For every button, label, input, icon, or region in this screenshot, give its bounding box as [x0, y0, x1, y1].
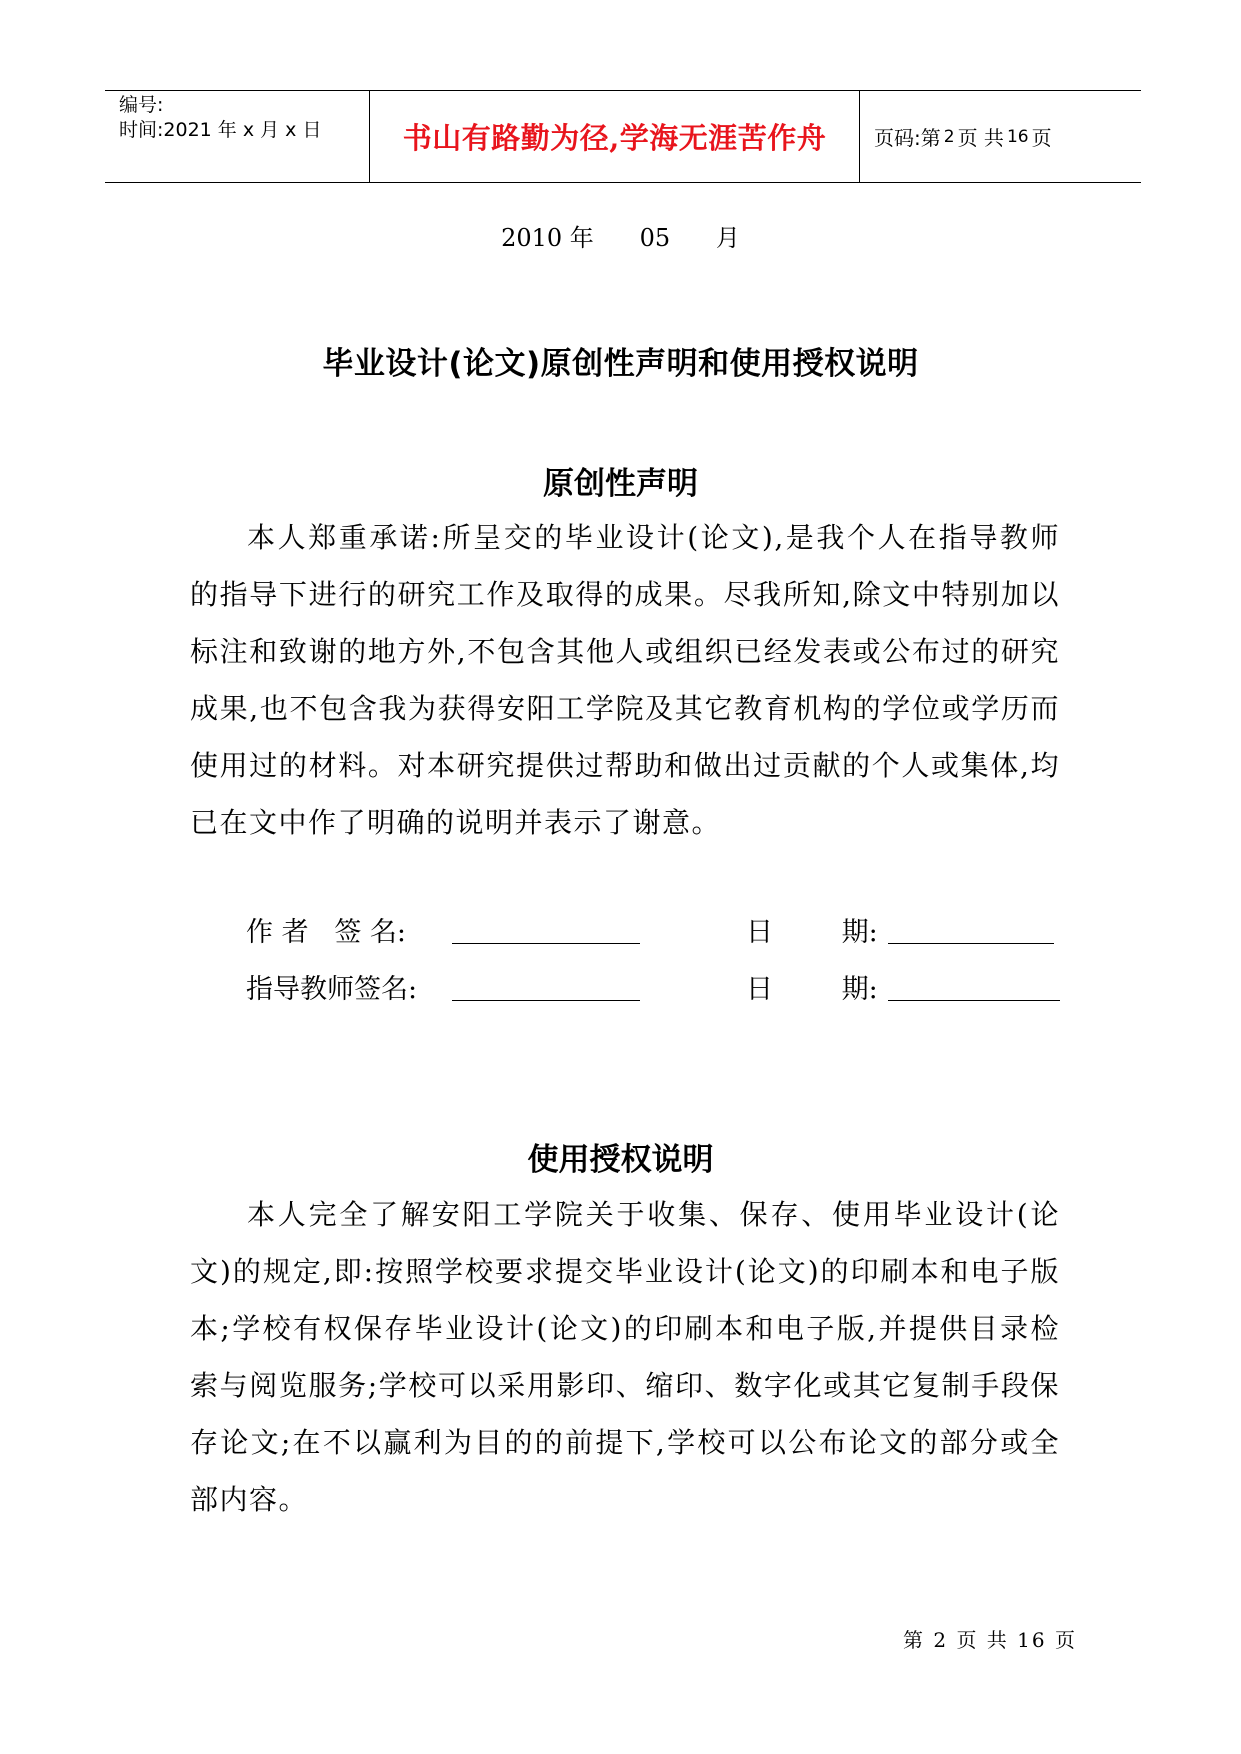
page-title: 毕业设计(论文)原创性声明和使用授权说明 [322, 346, 919, 382]
teacher-date-field[interactable] [888, 1000, 1060, 1001]
date-line: 2010 年 05 月 [501, 224, 740, 252]
teacher-signature-label: 指导教师签名: [246, 974, 418, 1005]
author-signature-row [246, 910, 1066, 950]
header-meta [105, 91, 370, 182]
author-signature-label: 作 者 签 名: [246, 917, 407, 948]
teacher-date-label: 日 期: [746, 974, 878, 1005]
teacher-signature-row [246, 967, 1066, 1007]
page-prefix: 页码:第 [874, 126, 941, 150]
author-signature-field[interactable] [452, 943, 640, 944]
header-page-info [860, 91, 1141, 182]
page-mid: 页 共 [957, 126, 1004, 150]
originality-title: 原创性声明 [543, 466, 698, 502]
page-total: 16 [1006, 126, 1029, 147]
document-time: 时间:2021 年 x 月 x 日 [119, 119, 322, 141]
page-current: 2 [943, 126, 955, 147]
page-footer: 第 2 页 共 16 页 [903, 1628, 1077, 1652]
document-number-label: 编号: [119, 94, 164, 116]
page-header [105, 90, 1141, 183]
author-date-field[interactable] [888, 943, 1054, 944]
authorization-title: 使用授权说明 [527, 1142, 714, 1178]
page-suffix: 页 [1031, 126, 1052, 150]
originality-body: 本人郑重承诺:所呈交的毕业设计(论文),是我个人在指导教师的指导下进行的研究工作及取得的成果。尽我所知,除文中特别加以标注和致谢的地方外,不包含其他人或组织已经发表或公布过的研究成果,也不包含我为获得安阳工学院及其它教育机构的学位或学历而使用过的材料。对本研究提供过帮助和做出过贡献的个人或集体,均已在文中作了明确的说明并表示了谢意。 [190, 521, 1060, 839]
author-date-label: 日 期: [746, 917, 878, 948]
authorization-body: 本人完全了解安阳工学院关于收集、保存、使用毕业设计(论文)的规定,即:按照学校要求提交毕业设计(论文)的印刷本和电子版本;学校有权保存毕业设计(论文)的印刷本和电子版,并提供目录检索与阅览服务;学校可以采用影印、缩印、数字化或其它复制手段保存论文;在不以赢利为目的的前提下,学校可以公布论文的部分或全部内容。 [190, 1198, 1060, 1516]
teacher-signature-field[interactable] [452, 1000, 640, 1001]
header-motto: 书山有路勤为径,学海无涯苦作舟 [370, 91, 860, 182]
